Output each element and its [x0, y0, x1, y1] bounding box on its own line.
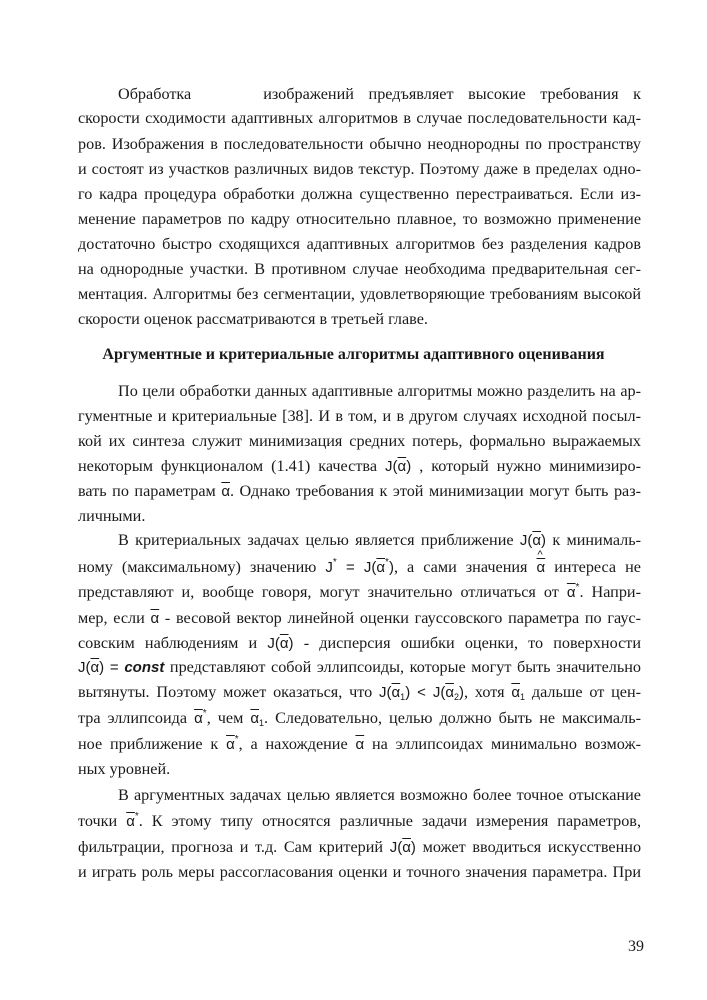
paragraph-4-line-4: и играть роль меры рассогласования оценки и точного значения параметра. При [78, 863, 641, 881]
paragraph-1-line-10: скорости оценок рассматриваются в третьей главе. [78, 310, 428, 328]
paragraph-3-line-2: ному (максимальному) значению $J^* = J(\overline{\alpha}^*)$, а сами значения ^ $\overline{\alpha}$ интереса не [78, 556, 641, 576]
formula-alpha-1: $\overline{\alpha}_1$ [250, 710, 265, 728]
formula-J-inequality: $J(\overline{\alpha}_1) < J(\overline{\alpha}_2)$ [379, 684, 464, 702]
paragraph-1-line-3: ров. Изображения в последовательности обычно неоднородны по пространству [78, 135, 641, 153]
paragraph-1-line-1: Обработка изображений предъявляет высокие требования к [118, 85, 641, 103]
paragraph-2-line-2: гументные и критериальные [38]. И в том, и в другом случаях исходной посыл- [78, 407, 641, 425]
paragraph-3-line-3: представляют и, вообще говоря, могут значительно отличаться от $\overline{\alpha}^*$. Напри- [78, 582, 641, 601]
paragraph-2-line-4: некоторым функционалом (1.41) качества $J(\overline{\alpha})$ , который нужно минимизиро- [78, 457, 642, 475]
formula-alpha: $\overline{\alpha}$ [150, 610, 160, 627]
paragraph-3-line-9: ное приближение к $\overline{\alpha}^*$, а нахождение $\overline{\alpha}$ на эллипсоидах минимально возмож- [78, 734, 642, 753]
formula-alpha-star: $\overline{\alpha}^*$ [566, 582, 580, 601]
formula-J-alpha: $J(\overline{\alpha})$ [267, 635, 294, 652]
paragraph-3-line-10: ных уровней. [78, 760, 171, 778]
paragraph-3-line-6: $J(\overline{\alpha})$ = const представляют собой эллипсоиды, которые могут быть значительно [78, 658, 641, 676]
formula-alpha-star: $\overline{\alpha}^*$ [194, 708, 207, 727]
formula-J-star: $J^* = J(\overline{\alpha}^*)$ [325, 557, 394, 576]
section-heading: Аргументные и критериальные алгоритмы адаптивного оценивания [102, 346, 605, 363]
paragraph-1-line-4: и состоят из участков различных видов текстур. Поэтому даже в пределах одно- [78, 160, 641, 178]
formula-J-alpha: $J(\overline{\alpha})$ [385, 458, 412, 475]
paragraph-1-line-9: ментация. Алгоритмы без сегментации, удовлетворяющие требованиям высокой [78, 285, 641, 303]
paragraph-4-line-1: В аргументных задачах целью является возможно более точное отыскание [118, 786, 641, 804]
formula-alpha-hat: ^ $\overline{\alpha}$ [537, 556, 546, 578]
page-number: 39 [628, 938, 644, 955]
paragraph-1-line-2: скорости сходимости адаптивных алгоритмов в случае последовательности кад- [78, 109, 641, 127]
formula-alpha-1: $\overline{\alpha}_1$ [511, 684, 526, 702]
paragraph-2-line-1: По цели обработки данных адаптивные алгоритмы можно разделить на ар- [118, 382, 641, 400]
paragraph-3-line-7: вытянуты. Поэтому может оказаться, что $J(\overline{\alpha}_1) < J(\overline{\alpha}_2)$, хотя $\overline{\alpha}_1$ дальше от цен- [78, 683, 641, 702]
formula-J-alpha: $J(\overline{\alpha})$ [389, 839, 416, 856]
paragraph-4-line-3: фильтрации, прогноза и т.д. Сам критерий $J(\overline{\alpha})$ может вводиться искусственно [78, 838, 642, 856]
paragraph-3-line-1: В критериальных задачах целью является приближение $J(\overline{\alpha})$ к минималь- [118, 531, 641, 549]
paragraph-3-line-4: мер, если $\overline{\alpha}$ - весовой вектор линейной оценки гауссовского параметра по гаус- [78, 609, 642, 627]
formula-alpha: $\overline{\alpha}$ [355, 736, 365, 753]
formula-J-alpha: $J(\overline{\alpha})$ [519, 532, 547, 549]
formula-alpha-star: $\overline{\alpha}^*$ [226, 734, 239, 753]
paragraph-4-line-2: точки $\overline{\alpha}^*$. К этому типу относятся различные задачи измерения параметров, [78, 811, 642, 830]
formula-J-const: $J(\overline{\alpha})$ = const [78, 659, 165, 676]
paragraph-1-line-7: достаточно быстро сходящихся адаптивных алгоритмов без разделения кадров [78, 235, 641, 253]
paragraph-2-line-6: личными. [78, 507, 146, 525]
paragraph-1-line-8: на однородные участки. В противном случае необходима предварительная сег- [78, 260, 641, 278]
formula-alpha-star: $\overline{\alpha}^*$ [126, 811, 139, 830]
paragraph-1-line-6: менение параметров по кадру относительно плавное, то возможно применение [78, 210, 641, 228]
paragraph-2-line-5: вать по параметрам $\overline{\alpha}$. Однако требования к этой минимизации могут быть раз- [78, 482, 642, 500]
paragraph-3-line-8: тра эллипсоида $\overline{\alpha}^*$, чем $\overline{\alpha}_1$. Следовательно, целью должно быть не максималь- [78, 708, 641, 728]
paragraph-3-line-5: совским наблюдениям и $J(\overline{\alpha})$ - дисперсия ошибки оценки, то поверхности [78, 634, 642, 652]
paragraph-1-line-5: го кадра процедура обработки должна существенно перестраиваться. Если из- [78, 185, 641, 203]
formula-alpha: $\overline{\alpha}$ [221, 483, 230, 500]
paragraph-2-line-3: кой их синтеза служит минимизация средних потерь, формально выражаемых [78, 432, 641, 450]
